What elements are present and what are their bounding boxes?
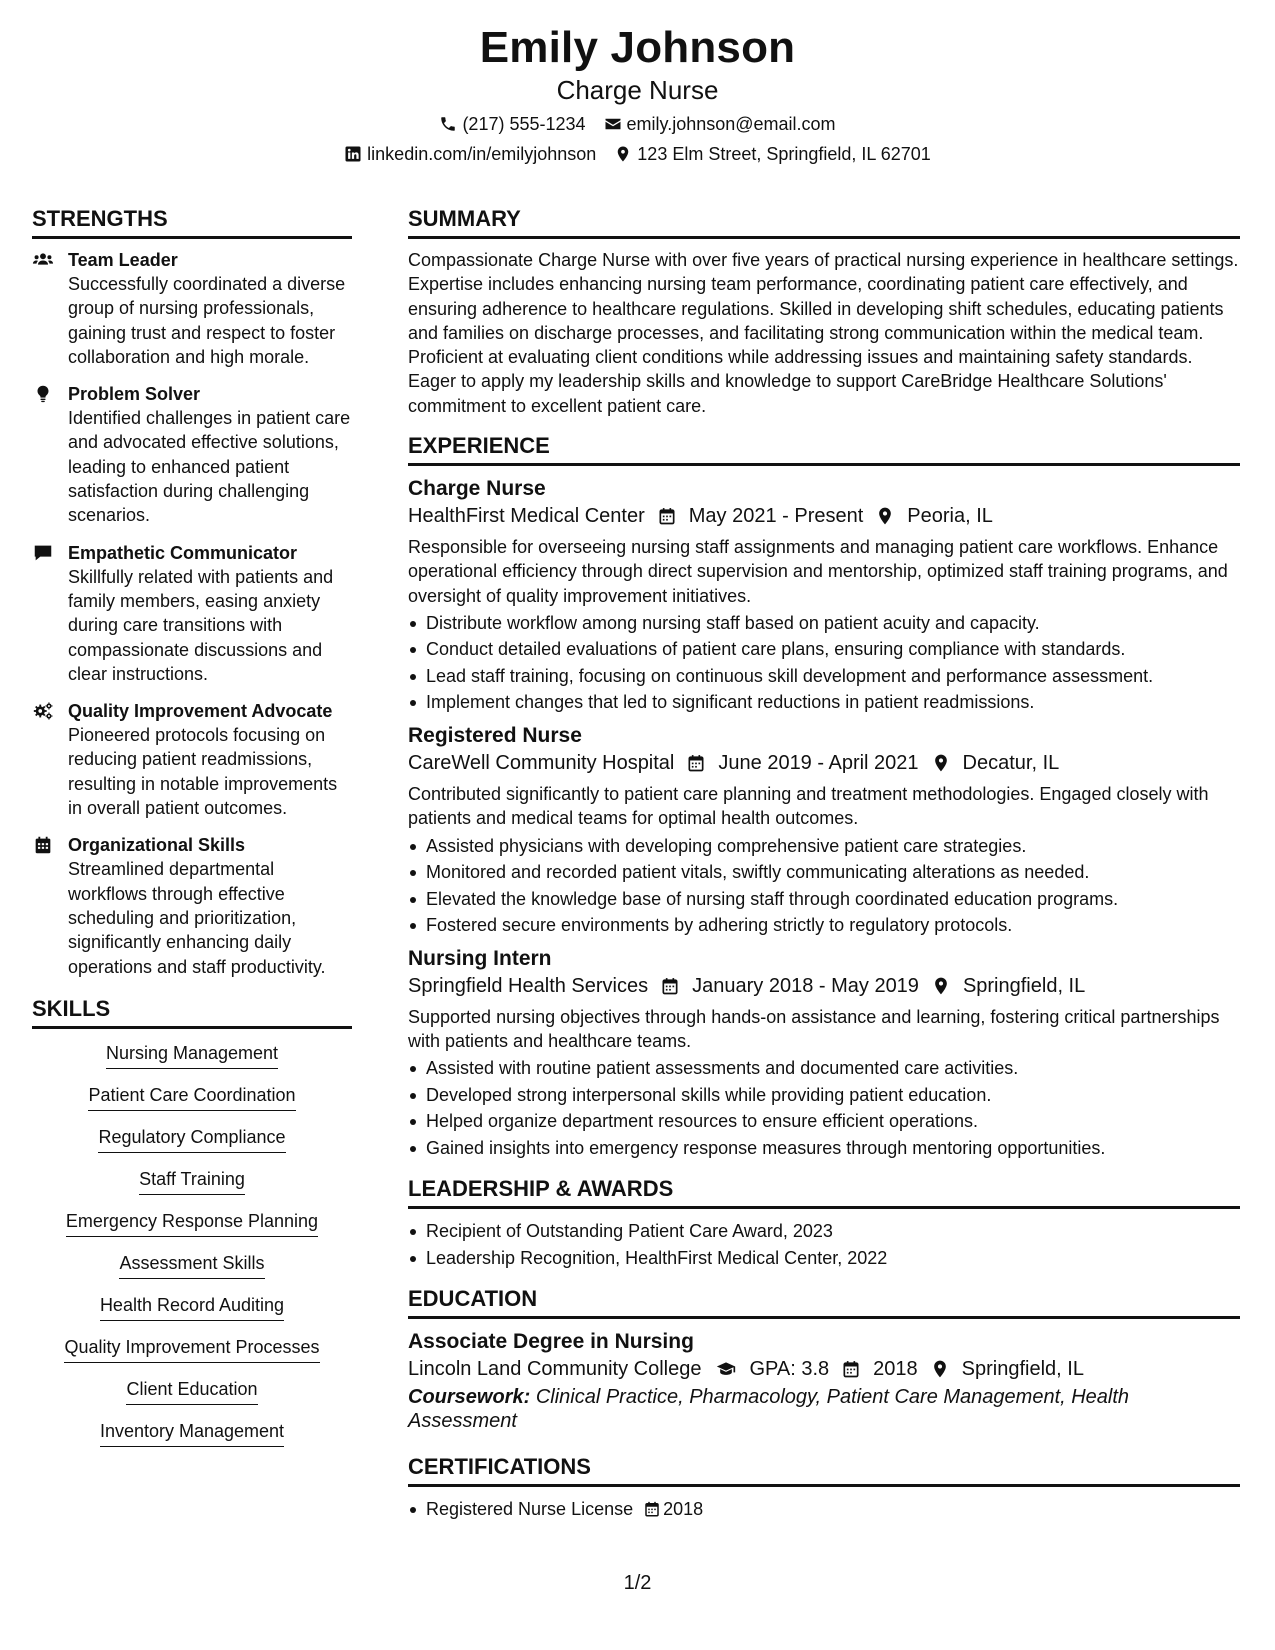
skill-tag: Emergency Response Planning bbox=[66, 1209, 318, 1237]
linkedin-icon bbox=[344, 145, 362, 163]
address-text: 123 Elm Street, Springfield, IL 62701 bbox=[637, 144, 931, 164]
map-pin-icon bbox=[930, 1359, 950, 1379]
job-location: Decatur, IL bbox=[962, 751, 1060, 774]
phone-text: (217) 555-1234 bbox=[462, 114, 586, 134]
graduation-year: 2018 bbox=[873, 1358, 918, 1381]
strength-title: Organizational Skills bbox=[68, 835, 246, 856]
address-contact bbox=[614, 142, 931, 166]
strength-item bbox=[32, 699, 352, 820]
education-heading: EDUCATION bbox=[408, 1285, 1240, 1319]
map-pin-icon bbox=[931, 976, 951, 996]
job-bullet: Helped organize department resources to ensure efficient operations. bbox=[426, 1108, 1240, 1135]
envelope-icon bbox=[604, 115, 622, 133]
education-meta bbox=[408, 1355, 1240, 1383]
skill-tag: Inventory Management bbox=[100, 1419, 284, 1447]
coursework bbox=[408, 1385, 1240, 1433]
job-dates: May 2021 - Present bbox=[688, 505, 864, 528]
awards-list bbox=[408, 1218, 1240, 1271]
calendar-icon bbox=[686, 753, 706, 773]
strength-desc: Identified challenges in patient care and advocated effective solutions, leading to enhanced patient satisfaction during challenging scenarios. bbox=[68, 408, 351, 526]
left-column bbox=[32, 205, 352, 1461]
job-location: Peoria, IL bbox=[907, 505, 993, 528]
job-meta bbox=[408, 502, 1240, 530]
page-number: 1/2 bbox=[623, 1572, 652, 1594]
calendar-icon bbox=[32, 834, 54, 856]
gears-icon bbox=[32, 700, 54, 722]
strength-item bbox=[32, 248, 352, 369]
skill-tag: Regulatory Compliance bbox=[98, 1125, 285, 1153]
email-contact[interactable] bbox=[604, 112, 836, 136]
coursework-list: Clinical Practice, Pharmacology, Patient Care Management, Health Assessment bbox=[408, 1386, 1130, 1433]
strength-desc: Successfully coordinated a diverse group of nursing professionals, gaining trust and respect to foster collaboration and high morale. bbox=[68, 274, 346, 367]
strength-item bbox=[32, 833, 352, 978]
job-bullet: Implement changes that led to significant reductions in patient readmissions. bbox=[426, 689, 1240, 716]
linkedin-text[interactable]: linkedin.com/in/emilyjohnson bbox=[367, 144, 597, 164]
calendar-icon bbox=[643, 1500, 661, 1518]
resume-header bbox=[0, 22, 1275, 166]
candidate-name: Emily Johnson bbox=[479, 23, 796, 72]
phone-contact bbox=[439, 112, 585, 136]
job-bullet: Gained insights into emergency response measures through mentoring opportunities. bbox=[426, 1135, 1240, 1162]
users-icon bbox=[32, 249, 54, 271]
right-column bbox=[408, 205, 1240, 1523]
certification-date bbox=[643, 1496, 703, 1523]
strength-desc: Streamlined departmental workflows through effective scheduling and prioritization, significantly enhancing daily operations and staff productivity. bbox=[68, 859, 326, 977]
certification-name: Registered Nurse License bbox=[426, 1499, 634, 1520]
certification-year: 2018 bbox=[663, 1499, 704, 1520]
strength-item bbox=[32, 541, 352, 686]
job-entry bbox=[408, 722, 1240, 939]
job-dates: June 2019 - April 2021 bbox=[718, 751, 919, 774]
job-meta bbox=[408, 972, 1240, 1000]
calendar-icon bbox=[657, 506, 677, 526]
job-bullet: Conduct detailed evaluations of patient care plans, ensuring compliance with standards. bbox=[426, 636, 1240, 663]
skill-tag: Health Record Auditing bbox=[100, 1293, 284, 1321]
job-title: Nursing Intern bbox=[408, 946, 552, 970]
job-bullet: Elevated the knowledge base of nursing staff through coordinated education programs. bbox=[426, 886, 1240, 913]
school-location: Springfield, IL bbox=[961, 1358, 1084, 1381]
certifications-list bbox=[408, 1496, 1240, 1523]
skill-tag: Client Education bbox=[126, 1377, 257, 1405]
calendar-icon bbox=[841, 1359, 861, 1379]
gpa-text: GPA: 3.8 bbox=[749, 1358, 830, 1381]
job-description: Supported nursing objectives through hands-on assistance and learning, fostering critical partnerships with patients and healthcare teams. bbox=[408, 1006, 1220, 1051]
job-bullet: Assisted with routine patient assessments and documented care activities. bbox=[426, 1055, 1240, 1082]
certifications-heading: CERTIFICATIONS bbox=[408, 1453, 1240, 1487]
certification-item bbox=[426, 1496, 1240, 1523]
job-meta bbox=[408, 749, 1240, 777]
award-item: Recipient of Outstanding Patient Care Award, 2023 bbox=[426, 1218, 1240, 1245]
skill-tag: Quality Improvement Processes bbox=[64, 1335, 319, 1363]
email-text[interactable]: emily.johnson@email.com bbox=[626, 114, 836, 134]
strength-desc: Pioneered protocols focusing on reducing patient readmissions, resulting in notable improvements in overall patient outcomes. bbox=[68, 725, 338, 819]
experience-heading: EXPERIENCE bbox=[408, 432, 1240, 466]
skills-list bbox=[32, 1041, 352, 1461]
strength-title: Empathetic Communicator bbox=[68, 542, 298, 563]
job-description: Responsible for overseeing nursing staff assignments and managing patient care workflows. Enhance operational efficiency through direct supervision and mentorship, optimized staff training programs, and oversight of quality improvement initiatives. bbox=[408, 537, 1228, 606]
job-bullet: Monitored and recorded patient vitals, swiftly communicating alterations as needed. bbox=[426, 859, 1240, 886]
job-location: Springfield, IL bbox=[962, 974, 1086, 997]
calendar-icon bbox=[660, 976, 680, 996]
summary-text: Compassionate Charge Nurse with over five years of practical nursing experience in healthcare settings. Expertise includes enhancing nursing team performance, coordinating patient care effectively, and ensuring adherence to healthcare regulations. Skilled in developing shift schedules, educating patients and families on discharge processes, and facilitating strong communication within the medical team. Proficient at evaluating client conditions while addressing issues and maintaining safety standards. Eager to apply my leadership skills and knowledge to support CareBridge Healthcare Solutions' commitment to excellent patient care. bbox=[408, 250, 1239, 416]
contact-row-1 bbox=[0, 112, 1275, 136]
job-bullet: Lead staff training, focusing on continuous skill development and performance assessment. bbox=[426, 663, 1240, 690]
skill-tag: Nursing Management bbox=[106, 1041, 278, 1069]
job-title: Charge Nurse bbox=[408, 477, 546, 501]
skill-tag: Patient Care Coordination bbox=[88, 1083, 295, 1111]
job-bullets bbox=[408, 1055, 1240, 1161]
job-company: CareWell Community Hospital bbox=[408, 751, 675, 774]
job-description: Contributed significantly to patient care planning and treatment methodologies. Engaged closely with patients and medical teams for optimal health outcomes. bbox=[408, 783, 1209, 829]
phone-icon bbox=[439, 115, 457, 133]
map-pin-icon bbox=[931, 753, 951, 773]
skill-tag: Assessment Skills bbox=[119, 1251, 264, 1279]
job-bullet: Fostered secure environments by adhering strictly to regulatory protocols. bbox=[426, 912, 1240, 939]
job-entry bbox=[408, 945, 1240, 1162]
summary-heading: SUMMARY bbox=[408, 205, 1240, 239]
coursework-label: Coursework: bbox=[408, 1386, 531, 1409]
job-bullet: Developed strong interpersonal skills while providing patient education. bbox=[426, 1082, 1240, 1109]
linkedin-contact[interactable] bbox=[344, 142, 596, 166]
job-entry bbox=[408, 475, 1240, 716]
skill-tag: Staff Training bbox=[139, 1167, 245, 1195]
strength-title: Quality Improvement Advocate bbox=[68, 701, 333, 722]
strength-title: Problem Solver bbox=[68, 384, 201, 405]
job-bullets bbox=[408, 610, 1240, 716]
awards-heading: LEADERSHIP & AWARDS bbox=[408, 1175, 1240, 1209]
degree-title: Associate Degree in Nursing bbox=[408, 1330, 694, 1354]
strength-title: Team Leader bbox=[68, 250, 178, 270]
comment-icon bbox=[32, 542, 54, 564]
job-company: HealthFirst Medical Center bbox=[408, 505, 645, 528]
candidate-role: Charge Nurse bbox=[556, 75, 719, 105]
strength-desc: Skillfully related with patients and family members, easing anxiety during care transitions with compassionate discussions and clear instructions. bbox=[68, 566, 334, 684]
school-name: Lincoln Land Community College bbox=[408, 1358, 702, 1381]
skills-heading: SKILLS bbox=[32, 995, 352, 1029]
strengths-heading: STRENGTHS bbox=[32, 205, 352, 239]
contact-row-2 bbox=[0, 142, 1275, 166]
job-company: Springfield Health Services bbox=[408, 974, 649, 997]
job-dates: January 2018 - May 2019 bbox=[692, 974, 919, 997]
job-title: Registered Nurse bbox=[408, 723, 582, 747]
award-item: Leadership Recognition, HealthFirst Medical Center, 2022 bbox=[426, 1245, 1240, 1272]
job-bullet: Distribute workflow among nursing staff based on patient acuity and capacity. bbox=[426, 610, 1240, 637]
graduation-cap-icon bbox=[714, 1359, 738, 1379]
job-bullets bbox=[408, 833, 1240, 939]
lightbulb-icon bbox=[32, 383, 54, 405]
map-pin-icon bbox=[614, 145, 632, 163]
map-pin-icon bbox=[875, 506, 895, 526]
strength-item bbox=[32, 382, 352, 527]
job-bullet: Assisted physicians with developing comprehensive patient care strategies. bbox=[426, 833, 1240, 860]
